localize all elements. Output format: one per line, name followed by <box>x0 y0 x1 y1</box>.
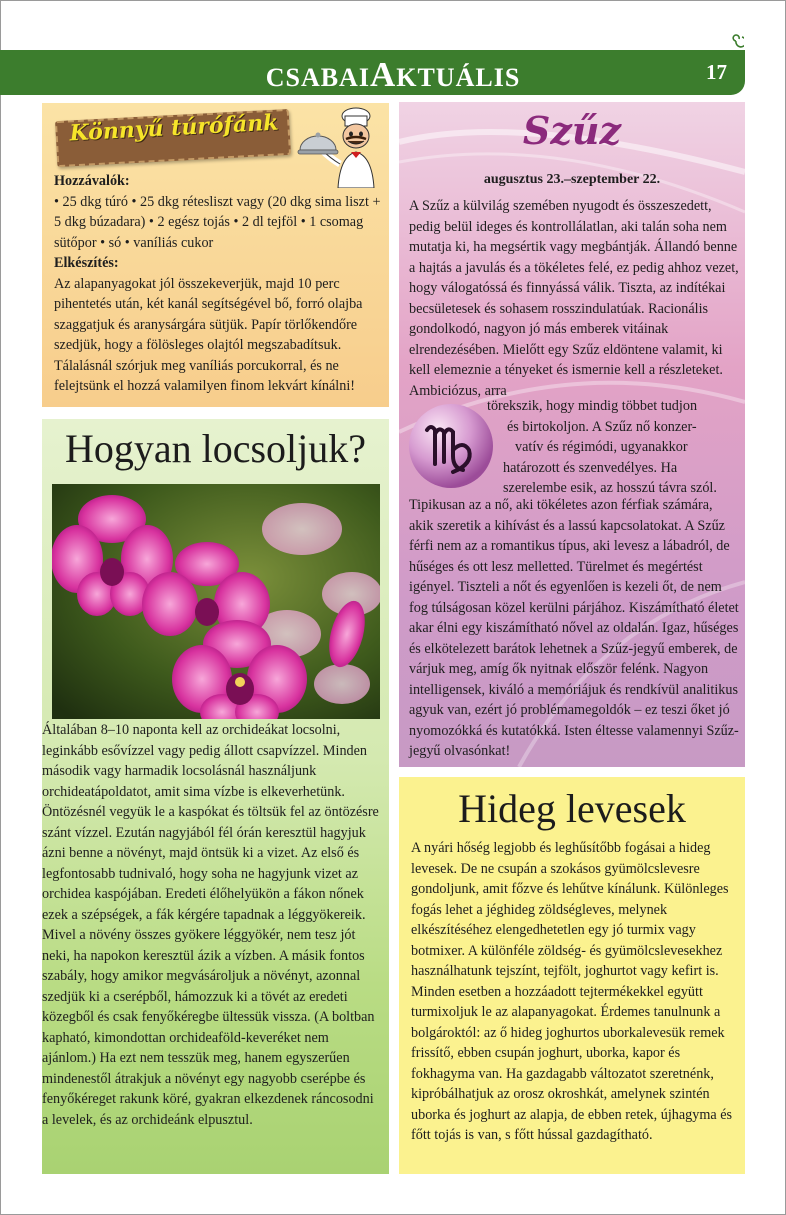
swirl-ornament-icon <box>728 34 744 48</box>
orchid-photo <box>52 484 380 719</box>
page-number: 17 <box>706 60 727 84</box>
cold-soups-panel <box>399 777 745 1174</box>
virgo-horoscope-panel <box>399 102 745 767</box>
ingredients-heading: Hozzávalók: <box>54 173 130 189</box>
virgo-wrapped-line: és birtokoljon. A Szűz nő konzer- <box>507 418 697 435</box>
virgo-wrapped-line: vatív és régimódi, ugyanakkor <box>515 439 688 455</box>
ingredients-text: • 25 dkg túró • 25 dkg rétesliszt vagy (20 dkg sima liszt + 5 dkg búzadara) • 2 egész tojás • 2 dl tejföl • 1 csomag sütőpor • só • vaníliás cukor <box>54 193 381 251</box>
virgo-wrapped-line: határozott és szenvedélyes. Ha <box>503 459 678 476</box>
magazine-title: CSABAIAKTUÁLIS <box>265 55 521 94</box>
recipe-panel <box>42 103 389 407</box>
method-text: Az alapanyagokat jól összekeverjük, majd 10 perc pihentetés után, két kanál segítségével bő, forró olajba szaggatjuk és aranysárgára sütjük. Papír törlőkendőre szedjük, hogy a fölösleges olajtól megszabadítsuk. Tálalásnál szórjuk meg vaníliás porcukorral, és ne felejtsünk el hozzá valamilyen finom lekvárt kínálni! <box>54 275 363 394</box>
orchid-body-text: Általában 8–10 naponta kell az orchideákat locsolni, leginkább esővízzel vagy pedig állott csapvízzel. Minden második vagy harmadik locsolásnál használjunk orchideatápoldatot, amit sima vízbe is elkeverhetünk. Öntözésnél vegyük le a kaspókat és töltsük fel az öntözésre szánt vízzel. Ezután nagyjából fél órán keresztül hagyjuk ázni benne a növényt, majd öntsük ki a vizet. Az első és legfontosabb tudnivaló, hogy soha ne hagyjunk vizet az orchidea kaspójában. Eredeti élőhelyükön a fákon nőnek ezek a szépségek, a fák kérgére tapadnak a léggyökereik. Mivel a növény összes gyökere léggyökér, nem tesz jót neki, ha napokon keresztül ázik a vízben. A másik fontos szabály, hogy amikor megvásároljuk a növényt, azonnal szedjük ki a cserépből, hámozzuk ki a tövét az eredeti közegből és csak fenyőkéregbe ültessük vissza. (A boltban kapható, kimondottan orchideaföld-keveréket nem ajánlom.) Ha ezt nem tesszük meg, hanem egyszerűen mindenestől átrakjuk a növényt egy nagyobb cserépbe és fenyőkéreget rakunk köré, gyakran elkezdenek ráncosodni a levelek, és az orchideánk elpusztul. <box>42 722 379 1128</box>
virgo-text-wrapped <box>409 396 739 499</box>
cold-soups-body-text: A nyári hőség legjobb és leghűsítőbb fogásai a hideg levesek. De ne csupán a szokásos gyümölcslevesre gondoljunk, amit főzve és lehűtve kínálunk. Különleges fogás lehet a jéghideg zöldségleves, melynek elkészítéséhez elengedhetetlen egy jó turmix vagy botmixer. A különféle zöldség- és gyümölcslevesekhez használhatunk tejszínt, tejfölt, joghurtot vagy kefirt is. Minden esetben a hozzáadott tejtermékekkel együtt turmixoljuk le az alapanyagokat. Érdemes tanulnunk a bolgároktól: az ő hideg joghurtos uborkalevesük remek frissítő, ebben csupán joghurt, uborka, kapor és fokhagyma van. Ha gazdagabb változatot szeretnénk, kipróbálhatjuk az orosz okroshkát, amelynek szintén uborka és joghurt az alapja, de ebben retek, újhagyma és főtt tojás is van, s főtt hússal gazdagítható. <box>411 840 733 1143</box>
cold-soups-title: Hideg levesek <box>458 786 686 831</box>
recipe-title: Könnyű túrófánk <box>68 109 280 147</box>
virgo-wrapped-line: törekszik, hogy mindig többet tudjon <box>487 398 698 414</box>
virgo-title: Szűz <box>522 108 622 153</box>
virgo-dates: augusztus 23.–szeptember 22. <box>483 172 661 187</box>
virgo-text-main: Tipikusan az a nő, aki tökéletes azon férfiak számára, akik szeretik a kihívást és a lassú kapcsolatokat. A Szűz férfi nem az a romantikus típus, aki levesz a lábadról, de hűséges és ott lesz melletted. Türelmet és megértést igényel. Tiszteli a nőt és egyenlően is kezeli őt, de nem fog túlságosan közel kerülni párjához. Kiszámítható életet akar élni egy kiszámítható nővel az oldalán. Igaz, hűséges és elkötelezett barátok lehetnek a Szűz-jegyű emberek, de várjuk meg, amíg ők nyitnak először felénk. Nagyon intelligensek, kiváló a memóriájuk és rendkívül analitikus agyuk van, ezért jó problémamegoldók – ez teszi őket jó nyomozókká és kutatókká. Isten éltesse valamennyi Szűz-jegyű olvasónkat! <box>409 497 739 759</box>
orchid-title: Hogyan locsoljuk? <box>64 426 367 471</box>
virgo-text-intro: A Szűz a külvilág szemében nyugodt és összeszedett, pedig belül ideges és kontrollálatlan, aki talán soha nem mutatja ki, ha megsértik vagy megbántják. Állandó benne a hajtás a javulás és a tökéletes felé, ez pedig ahhoz vezet, hogy válogatóssá és finnyássá válik. Tiszta, az indítékai becsületesek és sohasem rosszindulatúak. Racionális gondolkodó, nagyon jó más emberek vitáinak elrendezésében. Mielőtt egy Szűz eldöntene valamit, ki kell elemeznie a tényeket és ismernie kell a részleteket. Ambiciózus, arra <box>409 198 739 399</box>
recipe-body <box>54 171 382 397</box>
virgo-wrapped-line: szerelembe esik, az hosszú távra szól. <box>503 480 717 496</box>
orchid-watering-panel <box>42 419 389 1174</box>
method-heading: Elkészítés: <box>54 255 119 271</box>
